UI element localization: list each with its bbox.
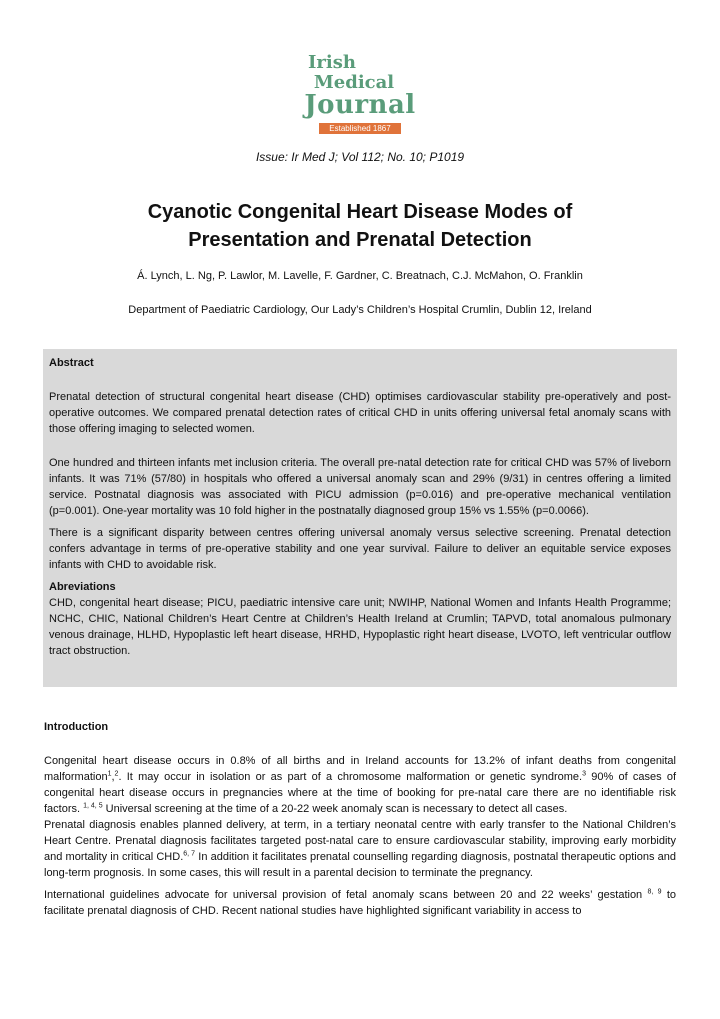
abbreviations-heading: Abreviations bbox=[49, 581, 116, 593]
abstract-paragraph-2: One hundred and thirteen infants met inclusion criteria. The overall pre-natal detection rate for critical CHD was 57% of liveborn infants. It was 71% (57/80) in hospitals who offered a universal anomaly scan and 29% (9/31) in centres offering a limited service. Postnatal diagnosis was associated with PICU admission (p=0.016) and pre-operative mechanical ventilation (p=0.001). One-year mortality was 10 fold higher in the postnatally diagnosed group 15% vs 1.55% (p=0.0066). bbox=[49, 457, 671, 517]
abstract-paragraph-1: Prenatal detection of structural congenital heart disease (CHD) optimises cardiovascular stability pre-operatively and post-operative outcomes. We compared prenatal detection rates of critical CHD in units offering universal fetal anomaly scans with those offering imaging to selected women. bbox=[49, 391, 671, 435]
abbreviations-text: CHD, congenital heart disease; PICU, paediatric intensive care unit; NWIHP, National Women and Infants Health Programme; NCHC, CHIC, National Children’s Heart Centre at Children’s Health Ireland at Crumlin; TAPVD, total anomalous pulmonary venous drainage, HLHD, Hypoplastic left heart disease, HRHD, Hypoplastic right heart disease, LVOTO, left ventricular outflow tract obstruction. bbox=[49, 597, 671, 657]
logo-line-medical: Medical bbox=[313, 72, 395, 93]
intro-paragraph-3: International guidelines advocate for universal provision of fetal anomaly scans between 20 and 22 weeks’ gestation $^{8, 9}$ to facilitate prenatal diagnosis of CHD. Recent national studies have highlighted significant variability in access to bbox=[44, 888, 676, 917]
intro-paragraph-2: Prenatal diagnosis enables planned delivery, at term, in a tertiary neonatal centre with early transfer to the National Children’s Heart Centre. Prenatal diagnosis facilitates targeted post-natal care to ensure cardiovascular stability, improving early morbidity and mortality in critical CHD.$^{6, 7}$ In addition it facilitates prenatal counselling regarding diagnosis, postnatal therapeutic options and long-term prognosis. In some cases, this will result in a parental decision to terminate the pregnancy. bbox=[44, 819, 676, 879]
logo-line-irish: Irish bbox=[308, 52, 356, 73]
abstract-box bbox=[43, 349, 677, 687]
logo-established-badge: Established 1867 bbox=[319, 123, 400, 134]
logo-line-journal: Journal bbox=[304, 90, 416, 120]
issue-line: Issue: Ir Med J; Vol 112; No. 10; P1019 bbox=[255, 150, 465, 164]
abstract-paragraph-3: There is a significant disparity between centres offering universal anomaly versus selective screening. Prenatal detection confers advantage in terms of pre-operative stability and one year survival. Failure to deliver an equitable service exposes infants with CHD to avoidable risk. bbox=[49, 527, 671, 571]
paper-title: Cyanotic Congenital Heart Disease Modes of Presentation and Prenatal Detection bbox=[147, 201, 573, 251]
affiliation: Department of Paediatric Cardiology, Our Lady’s Children’s Hospital Crumlin, Dublin 12, Ireland bbox=[128, 304, 592, 316]
journal-logo bbox=[0, 54, 720, 136]
abstract-heading: Abstract bbox=[49, 357, 94, 369]
intro-paragraph-1: Congenital heart disease occurs in 0.8% of all births and in Ireland accounts for 13.2% of infant deaths from congenital malformation$^1$,$^2$. It may occur in isolation or as part of a chromosome malformation or genetic syndrome.$^3$ 90% of cases of congenital heart disease occurs in pregnancies where at the time of booking for pre-natal care there are no identifiable risk factors. $^{1, 4, 5}$ Universal screening at the time of a 20-22 week anomaly scan is necessary to detect all cases. bbox=[44, 755, 677, 815]
author-list: Á. Lynch, L. Ng, P. Lawlor, M. Lavelle, F. Gardner, C. Breatnach, C.J. McMahon, O. Franklin bbox=[137, 270, 583, 282]
introduction-body bbox=[44, 753, 676, 919]
introduction-heading: Introduction bbox=[44, 721, 109, 733]
